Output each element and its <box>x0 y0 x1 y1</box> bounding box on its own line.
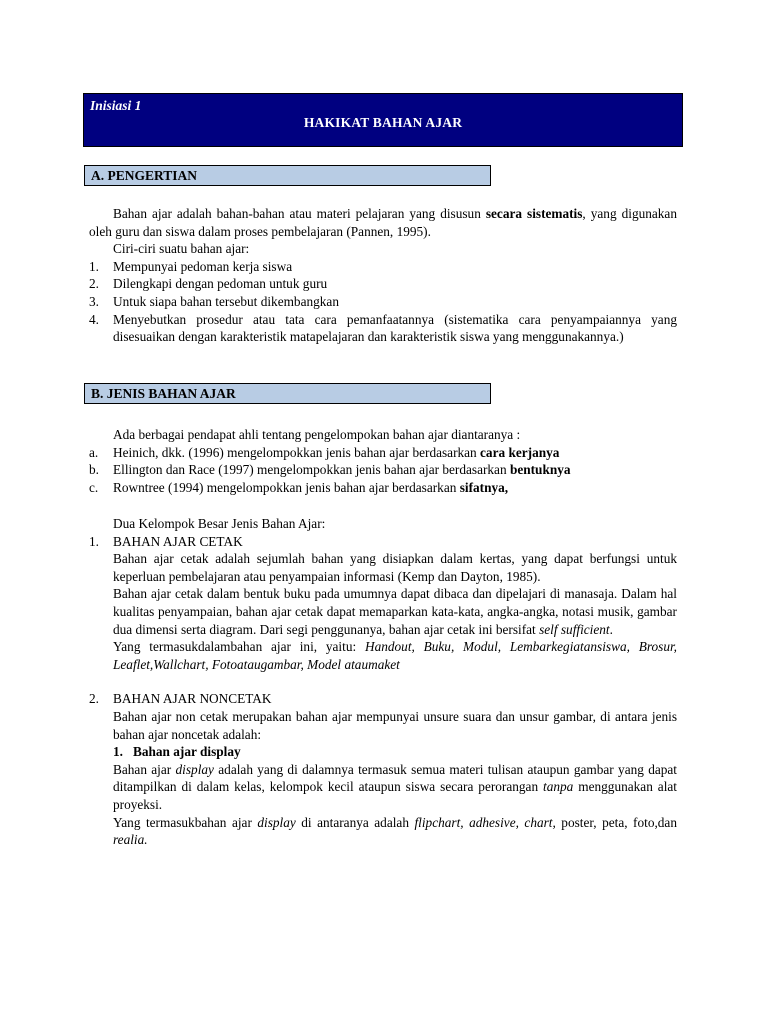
list-bold: cara kerjanya <box>480 444 560 460</box>
section-a-heading: A. PENGERTIAN <box>84 165 491 186</box>
display-text: Yang termasukbahan ajar <box>113 814 258 830</box>
display-italic: display <box>175 761 214 777</box>
list-letter: c. <box>89 479 99 495</box>
display-paragraph-2 <box>113 814 677 849</box>
display-text: poster, peta, foto,dan <box>555 814 677 830</box>
cetak-paragraph-1: Bahan ajar cetak adalah sejumlah bahan yang disiapkan dalam kertas, yang dapat berfungsi untuk keperluan pembelajaran atau penyampaian informasi (Kemp dan Dayton, 1985). <box>113 551 677 584</box>
cetak-paragraph-3 <box>113 638 677 673</box>
display-italic: display <box>257 814 296 830</box>
definition-text-end: , yang digunakan oleh guru dan siswa dalam proses pembelajaran (Pannen, 1995). <box>89 206 677 239</box>
list-number: 4. <box>89 311 99 327</box>
display-italic: flipchart, adhesive, chart, <box>414 814 556 830</box>
definition-paragraph <box>89 205 677 240</box>
noncetak-paragraph: Bahan ajar non cetak merupakan bahan ajar mempunyai unsure suara dan unsur gambar, di antara jenis bahan ajar noncetak adalah: <box>113 708 677 742</box>
cetak-text: Bahan ajar cetak dalam bentuk buku pada umumnya dapat dibaca dan dipelajari di manasaja. Dalam hal kualitas penyampaian, bahan ajar cetak dapat memaparkan kata-kata, angka-angka, notasi musik, gambar dua dimensi serta diagram. Dari segi penggunanya, bahan ajar cetak ini bersifat <box>113 586 677 637</box>
list-text: Rowntree (1994) mengelompokkan jenis bahan ajar berdasarkan <box>113 479 460 495</box>
cetak-italic-list: Handout, Buku, Modul, Lembarkegiatansiswa, Brosur, Leaflet,Wallchart, Fotoataugambar, Model ataumaket <box>113 639 678 672</box>
list-item <box>89 311 677 346</box>
list-item <box>89 444 677 462</box>
list-number: 1. <box>113 744 123 760</box>
list-letter: a. <box>89 444 99 460</box>
list-number: 2. <box>89 276 99 292</box>
display-text: di antaranya adalah <box>295 814 415 830</box>
group-cetak <box>89 533 677 674</box>
header-banner <box>83 93 683 147</box>
subgroup-title: Bahan ajar display <box>133 744 241 760</box>
group-noncetak <box>89 690 677 848</box>
dua-kelompok-heading: Dua Kelompok Besar Jenis Bahan Ajar: <box>113 516 326 531</box>
section-b-groups <box>89 515 677 849</box>
cetak-italic: self sufficient <box>539 621 610 637</box>
section-b-heading: B. JENIS BAHAN AJAR <box>84 383 491 404</box>
display-paragraph-1 <box>113 761 677 814</box>
cetak-text: Yang termasukdalambahan ajar ini, yaitu: <box>113 639 365 655</box>
list-item <box>89 258 677 276</box>
section-a-body <box>89 205 677 346</box>
list-item <box>89 275 677 293</box>
list-item <box>89 293 677 311</box>
list-letter: b. <box>89 462 99 478</box>
list-text: Untuk siapa bahan tersebut dikembangkan <box>113 293 339 309</box>
list-text: Heinich, dkk. (1996) mengelompokkan jenis bahan ajar berdasarkan <box>113 444 481 460</box>
inisiasi-label: Inisiasi 1 <box>90 98 142 113</box>
list-number: 1. <box>89 258 99 274</box>
list-item <box>89 461 677 479</box>
list-number: 1. <box>89 533 99 549</box>
list-text: Ellington dan Race (1997) mengelompokkan jenis bahan ajar berdasarkan <box>113 462 510 478</box>
cetak-paragraph-2 <box>113 585 677 638</box>
list-text: Dilengkapi dengan pedoman untuk guru <box>113 276 328 292</box>
list-text: Mempunyai pedoman kerja siswa <box>113 258 293 274</box>
group-title: BAHAN AJAR CETAK <box>113 533 243 549</box>
ciri-intro: Ciri-ciri suatu bahan ajar: <box>113 241 250 257</box>
list-item <box>89 479 677 497</box>
list-bold: bentuknya <box>509 462 571 478</box>
subgroup-display-title <box>113 743 677 761</box>
pendapat-intro: Ada berbagai pendapat ahli tentang pengelompokan bahan ajar diantaranya : <box>113 427 521 442</box>
list-text: Menyebutkan prosedur atau tata cara pemanfaatannya (sistematika cara penyampaiannya yang disesuaikan dengan karakteristik matapelajaran dan karakteristik siswa yang menggunakannya.) <box>113 311 677 345</box>
display-text: adalah yang di dalamnya termasuk semua materi tulisan ataupun gambar yang dapat ditampilkan di dalam kelas, kelompok kecil ataupun siswa secara perorangan <box>113 761 678 795</box>
display-italic: realia. <box>113 832 148 848</box>
group-title: BAHAN AJAR NONCETAK <box>113 691 272 707</box>
document-title: HAKIKAT BAHAN AJAR <box>303 115 463 130</box>
list-number: 2. <box>89 691 99 707</box>
display-text: Bahan ajar <box>113 761 176 777</box>
section-b-intro <box>89 426 677 496</box>
definition-bold: secara sistematis <box>485 206 583 221</box>
definition-text: Bahan ajar adalah bahan-bahan atau materi pelajaran yang disusun <box>113 206 486 221</box>
list-number: 3. <box>89 293 99 309</box>
cetak-text-end: . <box>609 621 613 637</box>
display-italic: tanpa <box>543 779 574 795</box>
list-bold: sifatnya, <box>459 479 509 495</box>
display-text: menggunakan alat proyeksi. <box>113 779 677 812</box>
